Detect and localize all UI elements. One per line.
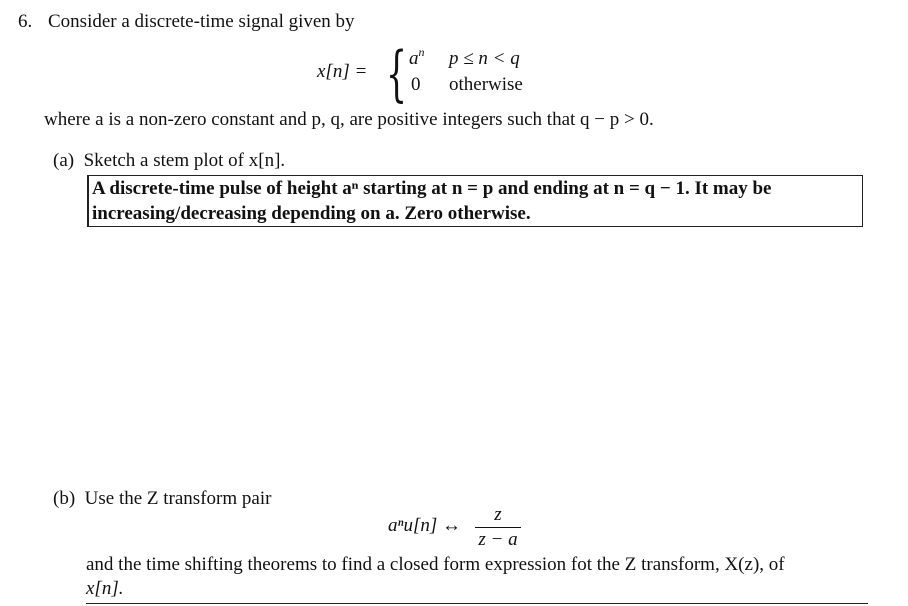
z-pair-lhs: aⁿu[n] ↔: [388, 515, 462, 536]
definition-lhs: x[n] =: [317, 61, 368, 82]
part-a-label: (a): [53, 150, 75, 171]
z-pair-fraction: [473, 504, 523, 551]
left-brace: {: [386, 39, 408, 109]
answer-line-1: A discrete-time pulse of height aⁿ starting at n = p and ending at n = q − 1. It may be: [92, 178, 772, 199]
answer-box-left-bar: [87, 175, 89, 227]
case1-condition: p ≤ n < q: [449, 48, 520, 69]
case2-value: 0: [411, 74, 421, 95]
where-statement: where a is a non-zero constant and p, q, are positive integers such that q − p > 0.: [44, 109, 654, 130]
problem-intro: Consider a discrete-time signal given by: [48, 11, 355, 32]
answer-box-top-edge: [86, 603, 868, 604]
case1-value-exp: n: [418, 45, 425, 59]
part-b-line-1: and the time shifting theorems to find a closed form expression fot the Z transform, X(z), of: [86, 554, 785, 575]
part-a-question: [53, 150, 285, 172]
z-pair-numerator: z: [494, 504, 502, 525]
case2-condition: otherwise: [449, 74, 523, 95]
answer-line-2: increasing/decreasing depending on a. Zero otherwise.: [92, 203, 531, 224]
case1-value: [409, 45, 425, 70]
part-b-text: Use the Z transform pair: [84, 488, 272, 509]
part-a-text: Sketch a stem plot of x[n].: [83, 150, 286, 171]
problem-number: 6.: [18, 11, 33, 32]
fraction-bar: [475, 527, 521, 528]
z-pair-denominator: z − a: [478, 529, 518, 550]
part-b-label: (b): [53, 488, 76, 509]
case1-value-base: a: [409, 48, 419, 69]
part-b-line-2: x[n].: [86, 578, 124, 599]
part-b-question: [53, 488, 271, 510]
